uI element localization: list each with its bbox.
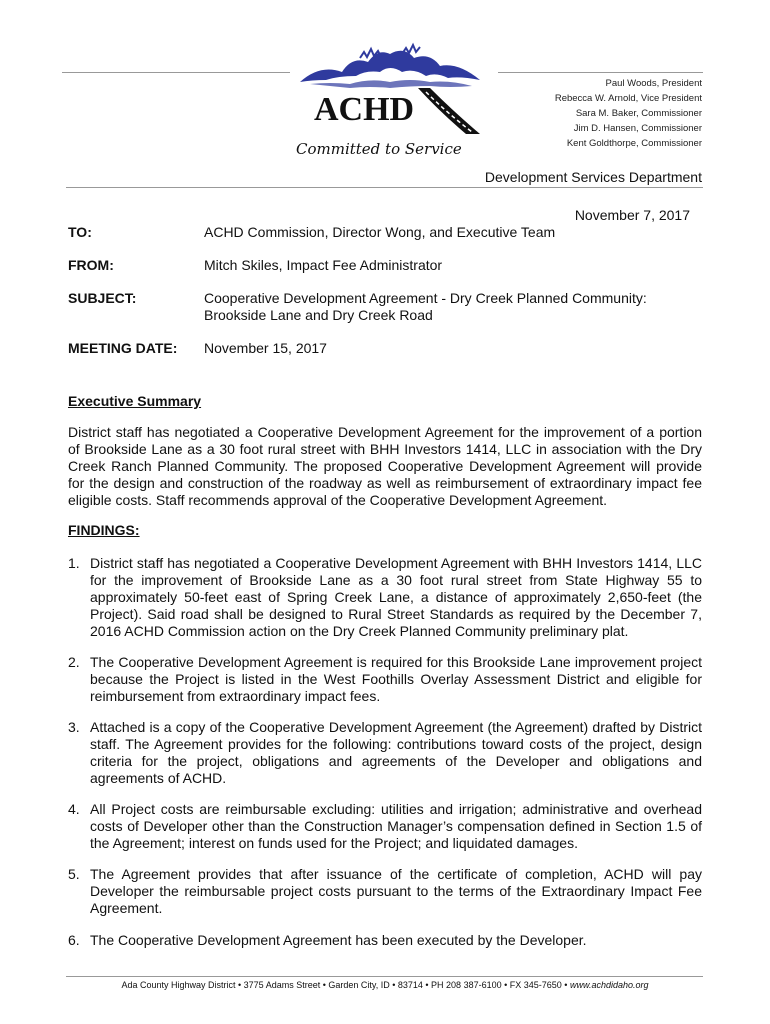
mountain-icon <box>300 45 480 88</box>
finding-item <box>68 654 702 705</box>
header-rule-right <box>498 72 703 73</box>
finding-number: 5. <box>68 866 80 882</box>
footer-website-link[interactable]: www.achdidaho.org <box>569 980 649 990</box>
commissioner-name: Rebecca W. Arnold, Vice President <box>554 93 702 104</box>
finding-text: The Cooperative Development Agreement has been executed by the Developer. <box>90 932 587 948</box>
finding-number: 3. <box>68 719 80 735</box>
finding-item <box>68 801 702 852</box>
finding-text: The Agreement provides that after issuance of the certificate of completion, ACHD will pay Developer the reimbursable project costs pursuant to the terms of the Extraordinary Impact Fee Agreement. <box>90 866 702 916</box>
subject-value: Cooperative Development Agreement - Dry Creek Planned Community: Brookside Lane and Dry Creek Road <box>204 290 647 323</box>
findings-title: FINDINGS: <box>68 522 140 538</box>
commissioner-name: Kent Goldthorpe, Commissioner <box>566 138 702 149</box>
finding-item <box>68 719 702 787</box>
meeting-date-label: MEETING DATE: <box>68 340 178 356</box>
commissioners-list <box>555 76 702 151</box>
finding-item <box>68 555 702 640</box>
to-label: TO: <box>68 224 92 240</box>
header-rule-left <box>62 72 290 73</box>
finding-number: 1. <box>68 555 80 571</box>
memo-date: November 7, 2017 <box>574 207 690 223</box>
finding-text: The Cooperative Development Agreement is required for this Brookside Lane improvement project because the Project is listed in the West Foothills Overlay Assessment District and eligible for reimbursement from extraordinary impact fees. <box>90 654 702 704</box>
commissioner-name: Jim D. Hansen, Commissioner <box>573 123 702 134</box>
subject-label: SUBJECT: <box>68 290 137 306</box>
executive-summary-title: Executive Summary <box>68 393 202 409</box>
to-value: ACHD Commission, Director Wong, and Executive Team <box>204 224 556 240</box>
finding-number: 6. <box>68 932 80 948</box>
meeting-date-value: November 15, 2017 <box>204 340 327 356</box>
finding-text: All Project costs are reimbursable excluding: utilities and irrigation; administrative and overhead costs of Developer other than the Construction Manager’s compensation defined in Section 1.5 of the Agreement; interest on funds used for the Project; and liquidated damages. <box>90 801 702 851</box>
finding-number: 2. <box>68 654 80 670</box>
logo-text: ACHD <box>314 91 415 128</box>
footer-rule <box>66 976 703 977</box>
finding-item <box>68 866 702 917</box>
department-rule <box>66 187 703 188</box>
logo-tagline: Committed to Service <box>296 140 462 158</box>
finding-item <box>68 932 702 949</box>
road-icon <box>418 88 480 134</box>
department-name: Development Services Department <box>484 169 702 185</box>
commissioner-name: Paul Woods, President <box>605 78 702 89</box>
from-label: FROM: <box>68 257 114 273</box>
commissioner-name: Sara M. Baker, Commissioner <box>575 108 702 119</box>
footer-address: Ada County Highway District • 3775 Adams Street • Garden City, ID • 83714 • PH 208 387-6100 • FX 345-7650 • <box>121 980 568 990</box>
finding-number: 4. <box>68 801 80 817</box>
achd-logo <box>290 42 490 160</box>
footer <box>0 980 770 990</box>
finding-text: District staff has negotiated a Cooperative Development Agreement with BHH Investors 1414, LLC for the improvement of Brookside Lane as a 30 foot rural street from State Highway 55 to approximately 50-feet east of Spring Creek Lane, a distance of approximately 2,650-feet (the Project). Said road shall be designed to Rural Street Standards as required by the December 7, 2016 ACHD Commission action on the Dry Creek Planned Community preliminary plat. <box>90 555 702 639</box>
executive-summary-text: District staff has negotiated a Cooperative Development Agreement for the improvement of a portion of Brookside Lane as a 30 foot rural street with BHH Investors 1414, LLC in association with the Dry Creek Ranch Planned Community. The proposed Cooperative Development Agreement will provide for the design and construction of the roadway as well as reimbursement of extraordinary impact fee eligible costs. Staff recommends approval of the Cooperative Development Agreement. <box>68 424 702 508</box>
from-value: Mitch Skiles, Impact Fee Administrator <box>204 257 443 273</box>
finding-text: Attached is a copy of the Cooperative Development Agreement (the Agreement) drafted by District staff. The Agreement provides for the following: contributions toward costs of the project, design criteria for the project, obligations and agreements of the Developer and obligations and agreements of ACHD. <box>90 719 702 786</box>
